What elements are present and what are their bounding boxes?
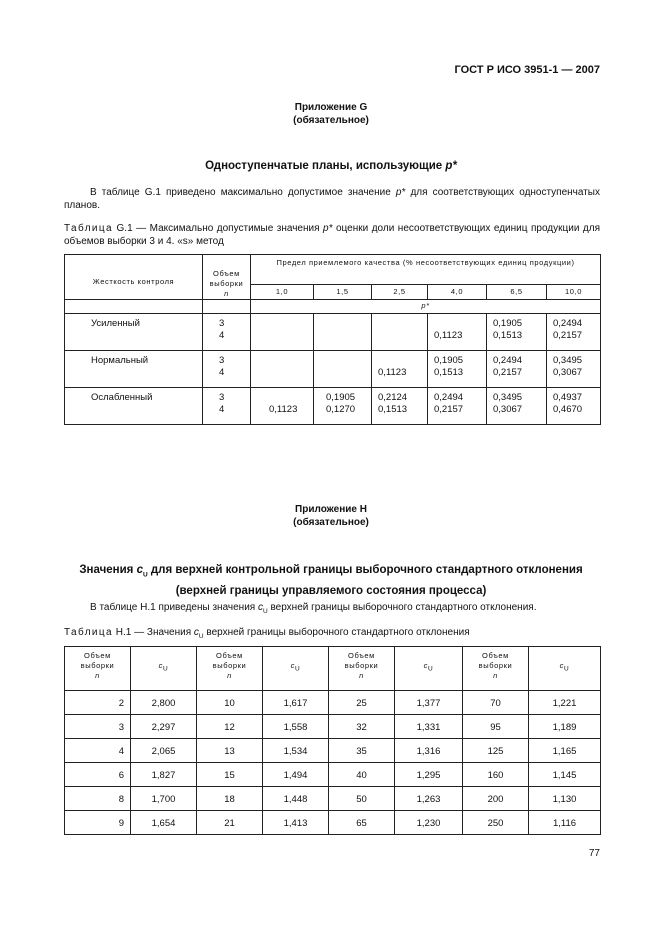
pstar-cell: [251, 351, 314, 388]
pstar-cell: [372, 351, 428, 388]
annex-g-intro-a: В таблице G.1 приведено максимально допустимое значение: [90, 187, 396, 198]
cu-cell: 1,494: [263, 763, 329, 787]
col-n-var: n: [227, 671, 232, 680]
n-cell: 12: [197, 715, 263, 739]
col-n-line2: выборки: [80, 661, 115, 670]
document-header: ГОСТ Р ИСО 3951-1 — 2007: [454, 64, 600, 76]
n-cell: 250: [463, 811, 529, 835]
table-g1-caption-label: Таблица: [64, 223, 114, 234]
col-c-sub: U: [295, 665, 301, 673]
n-value: 3: [219, 355, 225, 366]
aql-level: 6,5: [487, 285, 547, 300]
col-size-label: Объем выборки: [209, 269, 244, 288]
col-c-sub: U: [428, 665, 434, 673]
pstar-value: 0,2157: [493, 367, 523, 378]
annex-h-intro-b: верхней границы выборочного стандартного отклонения.: [267, 602, 537, 613]
pstar-cell: [428, 314, 487, 351]
table-row: [65, 715, 601, 739]
annex-g-intro-b: для соответствующих одноступенчатых планов.: [64, 187, 600, 211]
cu-cell: 1,617: [263, 691, 329, 715]
table-h1-caption-b: верхней границы выборочного стандартного отклонения: [203, 627, 470, 638]
pstar-value: 0,2124: [378, 392, 408, 403]
annex-h-title-b: для верхней контрольной границы выборочного стандартного отклонения: [147, 564, 583, 576]
cu-cell: 1,534: [263, 739, 329, 763]
annex-h-label: Приложение H: [295, 504, 367, 515]
aql-level: 10,0: [547, 285, 601, 300]
pstar-value: 0,1123: [378, 367, 407, 378]
cu-cell: 1,700: [131, 787, 197, 811]
table-row: [65, 811, 601, 835]
cu-cell: 1,316: [395, 739, 463, 763]
pstar-cell: [314, 314, 372, 351]
col-n-line1: Объем: [348, 651, 375, 660]
table-g1-caption-b: оценки доли несоответствующих единиц продукции для объемов выборки 3 и 4. «s» метод: [64, 223, 600, 247]
cu-cell: 2,065: [131, 739, 197, 763]
pstar-cell: [314, 388, 372, 425]
aql-level: 2,5: [372, 285, 428, 300]
col-aql-header: Предел приемлемого качества (% несоответствующих единиц продукции): [251, 255, 601, 285]
table-h1-caption-a: H.1 — Значения: [113, 627, 194, 638]
pstar-value: [378, 355, 427, 367]
n-cell: 10: [197, 691, 263, 715]
pstar-label: p*: [421, 301, 430, 310]
blank-cell: [203, 300, 251, 314]
pstar-value: 0,2157: [553, 330, 583, 341]
sample-size-cell: [203, 351, 251, 388]
pstar-cell: [547, 388, 601, 425]
annex-h-intro-var: c: [257, 602, 263, 613]
table-h1: [64, 646, 601, 835]
col-c-header: [263, 647, 329, 691]
cu-cell: 1,448: [263, 787, 329, 811]
cu-cell: 1,827: [131, 763, 197, 787]
annex-h-title: [60, 562, 602, 599]
pstar-value: 0,3067: [553, 367, 583, 378]
pstar-value: 0,4670: [553, 404, 583, 415]
pstar-value: 0,1513: [434, 367, 464, 378]
col-c-sub: U: [564, 665, 570, 673]
col-n-line1: Объем: [216, 651, 243, 660]
table-g1-caption: [64, 222, 600, 248]
pstar-cell: [547, 351, 601, 388]
table-g1-caption-a: G.1 — Максимально допустимые значения: [113, 223, 324, 234]
pstar-cell: [487, 388, 547, 425]
col-c-header: [395, 647, 463, 691]
n-cell: 8: [65, 787, 131, 811]
n-cell: 200: [463, 787, 529, 811]
sample-size-cell: [203, 314, 251, 351]
col-n-line2: выборки: [212, 661, 247, 670]
annex-h-title-line2: (верхней границы управляемого состояния процесса): [175, 585, 487, 598]
annex-h-status: (обязательное): [293, 517, 369, 528]
pstar-cell: [428, 351, 487, 388]
cu-cell: 1,295: [395, 763, 463, 787]
col-c-header: [529, 647, 601, 691]
cu-cell: 1,165: [529, 739, 601, 763]
pstar-value: 0,2494: [553, 318, 583, 329]
col-n-line1: Объем: [84, 651, 111, 660]
cu-cell: 1,558: [263, 715, 329, 739]
table-row: [65, 691, 601, 715]
table-row: [65, 739, 601, 763]
col-severity-header: Жесткость контроля: [65, 255, 203, 300]
table-row: [65, 763, 601, 787]
col-c-header: [131, 647, 197, 691]
pstar-value: 0,3067: [493, 404, 523, 415]
pstar-cell: [428, 388, 487, 425]
page-number: 77: [588, 848, 600, 859]
pstar-value: 0,3495: [493, 392, 523, 403]
n-cell: 13: [197, 739, 263, 763]
severity-cell: Усиленный: [65, 314, 203, 351]
pstar-value: 0,1513: [378, 404, 408, 415]
table-h1-caption-label: Таблица: [64, 627, 114, 638]
annex-g-heading: [0, 101, 662, 127]
cu-cell: 1,116: [529, 811, 601, 835]
annex-g-status: (обязательное): [293, 115, 369, 126]
n-cell: 21: [197, 811, 263, 835]
pstar-cell: [372, 314, 428, 351]
cu-cell: 2,297: [131, 715, 197, 739]
n-cell: 50: [329, 787, 395, 811]
pstar-value: 0,1513: [493, 330, 523, 341]
severity-cell: Нормальный: [65, 351, 203, 388]
cu-cell: 2,800: [131, 691, 197, 715]
col-n-line1: Объем: [482, 651, 509, 660]
col-n-var: n: [359, 671, 364, 680]
pstar-cell: [372, 388, 428, 425]
aql-level: 1,0: [251, 285, 314, 300]
col-n-var: n: [95, 671, 100, 680]
n-cell: 6: [65, 763, 131, 787]
n-value: 3: [219, 318, 225, 329]
col-n-header: [197, 647, 263, 691]
cu-cell: 1,221: [529, 691, 601, 715]
pstar-value: 0,2157: [434, 404, 464, 415]
n-value: 4: [219, 404, 225, 415]
n-cell: 95: [463, 715, 529, 739]
n-cell: 65: [329, 811, 395, 835]
pstar-cell: [251, 314, 314, 351]
n-cell: 160: [463, 763, 529, 787]
n-cell: 25: [329, 691, 395, 715]
n-cell: 70: [463, 691, 529, 715]
col-n-line2: выборки: [344, 661, 379, 670]
cu-cell: 1,263: [395, 787, 463, 811]
col-c-sub: U: [163, 665, 169, 673]
n-value: 3: [219, 392, 225, 403]
pstar-value: 0,1123: [434, 330, 463, 341]
n-cell: 2: [65, 691, 131, 715]
blank-cell: [65, 300, 203, 314]
annex-h-intro-sub: U: [262, 608, 268, 615]
col-n-header: [329, 647, 395, 691]
col-size-var: n: [224, 289, 229, 298]
cu-cell: 1,189: [529, 715, 601, 739]
table-h1-caption: [64, 626, 600, 643]
annex-h-intro-a: В таблице H.1 приведены значения: [90, 602, 258, 613]
annex-g-intro-var: p*: [395, 187, 406, 198]
col-n-line2: выборки: [478, 661, 513, 670]
pstar-value: 0,1905: [326, 392, 356, 403]
col-n-var: n: [493, 671, 498, 680]
n-cell: 9: [65, 811, 131, 835]
col-size-header: [203, 255, 251, 300]
pstar-value: 0,1123: [269, 404, 298, 415]
annex-g-title-var: p*: [445, 160, 457, 172]
pstar-value: [434, 318, 486, 330]
pstar-value: [269, 392, 313, 404]
annex-h-title-line1: [60, 562, 602, 583]
annex-g-title-text: Одноступенчатые планы, использующие: [205, 160, 446, 172]
pstar-cell: [487, 314, 547, 351]
cu-cell: 1,230: [395, 811, 463, 835]
col-c-var: c: [423, 661, 429, 670]
pstar-header: [251, 300, 601, 314]
annex-h-heading: [0, 503, 662, 529]
n-value: 4: [219, 367, 225, 378]
n-cell: 35: [329, 739, 395, 763]
pstar-value: 0,4937: [553, 392, 583, 403]
col-n-header: [463, 647, 529, 691]
table-row: [65, 787, 601, 811]
col-c-var: c: [158, 661, 164, 670]
severity-cell: Ослабленный: [65, 388, 203, 425]
n-value: 4: [219, 330, 225, 341]
n-cell: 15: [197, 763, 263, 787]
pstar-value: 0,2494: [493, 355, 523, 366]
table-h1-caption-var: c: [193, 627, 199, 638]
table-h1-caption-sub: U: [198, 633, 204, 640]
n-cell: 125: [463, 739, 529, 763]
pstar-cell: [487, 351, 547, 388]
annex-g-title: [60, 158, 602, 174]
annex-h-intro: [64, 601, 600, 618]
aql-level: 4,0: [428, 285, 487, 300]
cu-cell: 1,145: [529, 763, 601, 787]
n-cell: 40: [329, 763, 395, 787]
pstar-value: 0,1905: [434, 355, 464, 366]
col-c-var: c: [559, 661, 565, 670]
pstar-value: 0,3495: [553, 355, 583, 366]
sample-size-cell: [203, 388, 251, 425]
annex-g-label: Приложение G: [294, 102, 368, 113]
pstar-cell: [547, 314, 601, 351]
cu-cell: 1,130: [529, 787, 601, 811]
cu-cell: 1,654: [131, 811, 197, 835]
annex-h-title-a: Значения: [79, 564, 137, 576]
cu-cell: 1,413: [263, 811, 329, 835]
n-cell: 32: [329, 715, 395, 739]
table-g1: [64, 254, 601, 425]
pstar-value: 0,1905: [493, 318, 523, 329]
n-cell: 18: [197, 787, 263, 811]
pstar-cell: [251, 388, 314, 425]
annex-h-title-var: c: [136, 564, 143, 576]
pstar-value: 0,1270: [326, 404, 356, 415]
table-g1-caption-var: p*: [323, 223, 333, 234]
col-c-var: c: [290, 661, 296, 670]
aql-level: 1,5: [314, 285, 372, 300]
annex-h-title-sub: U: [142, 571, 148, 579]
pstar-cell: [314, 351, 372, 388]
n-cell: 4: [65, 739, 131, 763]
col-n-header: [65, 647, 131, 691]
n-cell: 3: [65, 715, 131, 739]
cu-cell: 1,331: [395, 715, 463, 739]
cu-cell: 1,377: [395, 691, 463, 715]
pstar-value: 0,2494: [434, 392, 464, 403]
annex-g-intro: [64, 186, 600, 212]
